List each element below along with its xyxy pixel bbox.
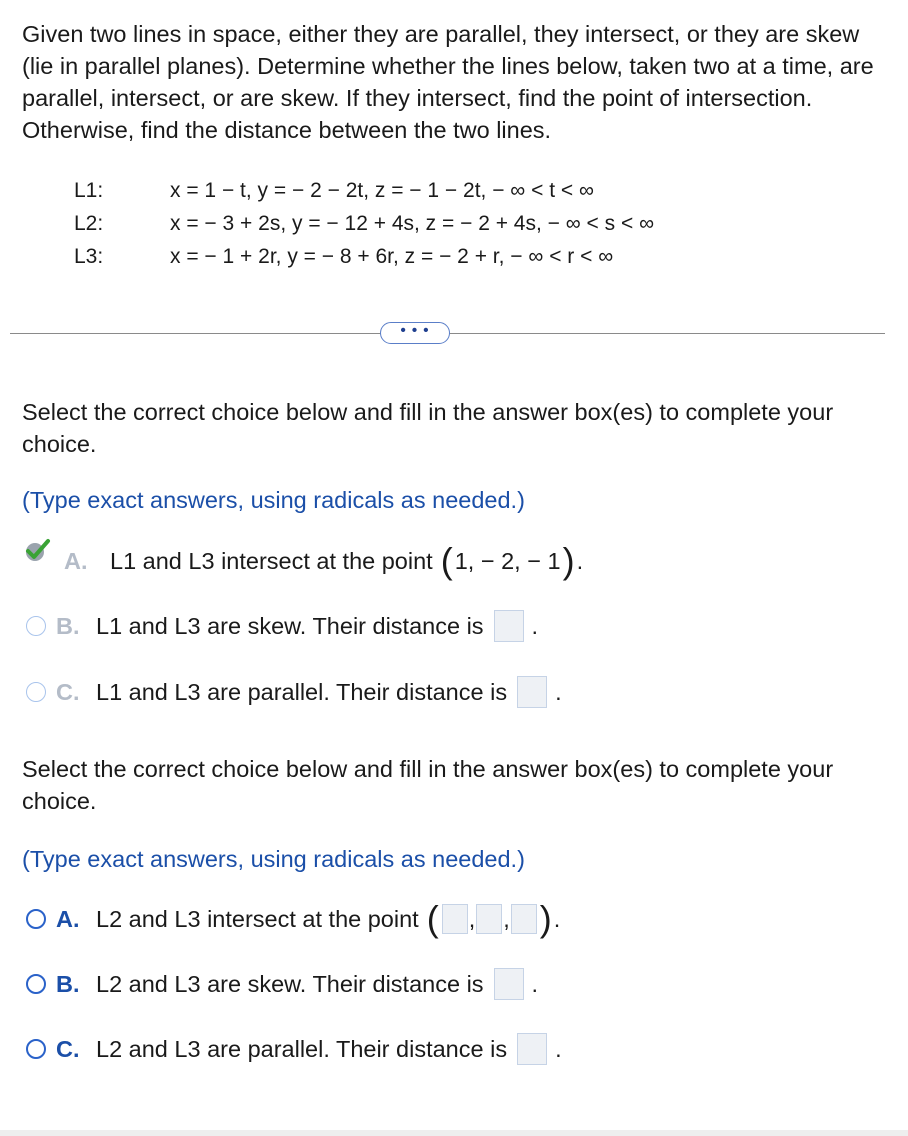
line-label: L2: — [74, 212, 104, 235]
part1-choice-c[interactable] — [26, 674, 562, 710]
part2-choice-b[interactable] — [26, 966, 538, 1002]
answer-y-value: − 2 — [480, 547, 515, 574]
radio-button[interactable] — [26, 1039, 46, 1059]
correct-check-icon — [24, 537, 54, 563]
period: . — [576, 547, 584, 574]
part2-hint: (Type exact answers, using radicals as needed.) — [22, 846, 525, 872]
line-label: L3: — [74, 245, 104, 268]
part1-instruction: Select the correct choice below and fill in the answer box(es) to complete your choice. — [22, 399, 834, 457]
line-equation-l2 — [74, 207, 654, 240]
radio-button[interactable] — [26, 616, 46, 636]
open-paren: ( — [426, 898, 439, 939]
point-x-input[interactable] — [442, 904, 468, 934]
radio-button[interactable] — [26, 909, 46, 929]
distance-input[interactable] — [517, 1033, 547, 1065]
period: . — [553, 905, 561, 932]
line-equation-l3 — [74, 240, 654, 273]
part1-hint: (Type exact answers, using radicals as needed.) — [22, 487, 525, 513]
line-equation-text: x = − 1 + 2r, y = − 8 + 6r, z = − 2 + r, − ∞ < r < ∞ — [170, 245, 614, 268]
line-label: L1: — [74, 179, 104, 202]
close-paren: ) — [562, 540, 575, 581]
choice-text: L2 and L3 intersect at the point — [96, 905, 419, 932]
comma: , — [514, 547, 521, 574]
part2-choice-c[interactable] — [26, 1031, 562, 1067]
line-equation-text: x = 1 − t, y = − 2 − 2t, z = − 1 − 2t, − ∞ < t < ∞ — [170, 179, 594, 202]
period: . — [531, 970, 539, 997]
period: . — [555, 678, 562, 705]
answer-z-value: − 1 — [527, 547, 561, 574]
choice-text: L1 and L3 are parallel. Their distance is — [96, 678, 508, 705]
point-y-input[interactable] — [476, 904, 502, 934]
choice-letter: A. — [64, 547, 88, 574]
answer-x-value: 1 — [454, 547, 468, 574]
bottom-strip — [0, 1130, 908, 1136]
choice-text: L2 and L3 are skew. Their distance is — [96, 970, 484, 997]
choice-letter: B. — [56, 612, 80, 639]
point-z-input[interactable] — [511, 904, 537, 934]
comma: , — [467, 547, 475, 574]
distance-input[interactable] — [494, 610, 524, 642]
expand-more-button[interactable]: • • • — [380, 322, 450, 344]
choice-letter: C. — [56, 678, 80, 705]
problem-statement: Given two lines in space, either they are parallel, they intersect, or they are skew (lie in parallel planes). Determine whether the lines below, taken two at a time, are parallel, intersect, or are skew. If they intersect, find the point of intersection. Otherwise, find the distance between the two lines. — [22, 21, 874, 143]
choice-text: L2 and L3 are parallel. Their distance is — [96, 1035, 508, 1062]
period: . — [531, 612, 539, 639]
close-paren: ) — [539, 898, 552, 939]
choice-letter: C. — [56, 1035, 80, 1062]
radio-button[interactable] — [26, 682, 46, 702]
line-equations — [74, 174, 654, 273]
choice-letter: B. — [56, 970, 80, 997]
part1-choice-a[interactable] — [64, 540, 584, 581]
open-paren: ( — [440, 540, 453, 581]
period: . — [555, 1035, 562, 1062]
part2-instruction: Select the correct choice below and fill in the answer box(es) to complete your choice. — [22, 756, 834, 814]
choice-letter: A. — [56, 905, 80, 932]
choice-text: L1 and L3 are skew. Their distance is — [96, 612, 484, 639]
distance-input[interactable] — [517, 676, 547, 708]
part1-choice-b[interactable] — [26, 608, 538, 644]
choice-text: L1 and L3 intersect at the point — [110, 547, 433, 574]
comma: , — [468, 905, 476, 932]
line-equation-text: x = − 3 + 2s, y = − 12 + 4s, z = − 2 + 4s, − ∞ < s < ∞ — [170, 212, 655, 235]
part2-choice-a[interactable] — [26, 898, 561, 939]
radio-button[interactable] — [26, 974, 46, 994]
distance-input[interactable] — [494, 968, 524, 1000]
comma: , — [503, 905, 510, 932]
line-equation-l1 — [74, 174, 654, 207]
